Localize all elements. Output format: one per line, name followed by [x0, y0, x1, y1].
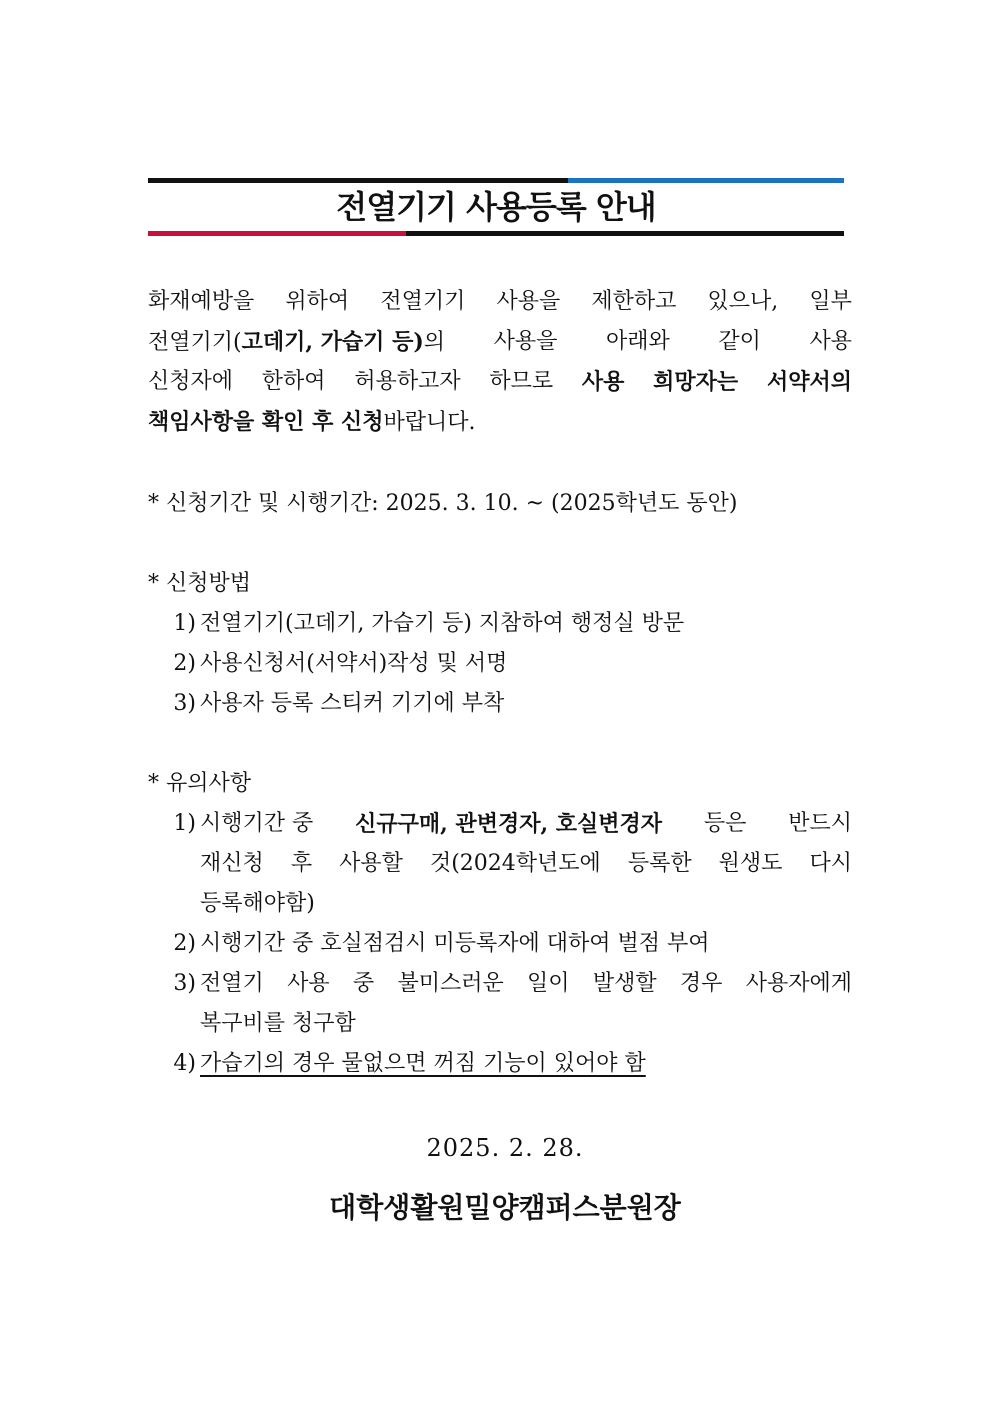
method-item [148, 644, 852, 684]
intro-word: 일부 [809, 289, 852, 314]
notice-date: 2025. 2. 28. [426, 1134, 584, 1162]
intro-bold-devices: 고데기, 가습기 등) [241, 329, 424, 355]
intro-bold-instruction: 책임사항을 확인 후 신청 [148, 409, 384, 435]
item-word: 등록한 [627, 851, 692, 876]
item-word: 중 [352, 971, 375, 996]
item-word: 사용자에게 [745, 971, 852, 996]
intro-line2-head [148, 322, 445, 362]
intro-word: 사용을 [496, 289, 561, 314]
item-number: 3) [173, 971, 196, 996]
intro-word: 전열기기( [148, 330, 242, 355]
item-word: 반드시 [788, 811, 852, 836]
notes-item-1-line-2 [148, 844, 852, 884]
intro-word: 하므로 [489, 369, 554, 394]
notes-heading: * 유의사항 [148, 771, 252, 796]
item-word: 일이 [527, 971, 570, 996]
method-section [148, 564, 852, 724]
intro-line-3 [148, 362, 852, 402]
notes-bold-targets: 신규구매, 관변경자, 호실변경자 [355, 811, 663, 837]
item-text: 사용신청서(서약서)작성 및 서명 [200, 651, 508, 676]
item-word: 발생할 [592, 971, 657, 996]
notes-item-3-line-1 [148, 964, 852, 1004]
period-section [148, 484, 852, 524]
item-word: 원생도 [718, 851, 783, 876]
issuer-name: 대학생활원밀양캠퍼스분원장 [329, 1191, 681, 1224]
intro-line-4 [148, 402, 852, 442]
intro-word: 제한하고 [591, 289, 677, 314]
title-top-bar-blue [568, 178, 844, 183]
method-item [148, 684, 852, 724]
item-word: 사용할 [339, 851, 403, 876]
item-text: 시행기간 중 [200, 811, 314, 836]
title-banner [148, 178, 844, 238]
notes-item-4 [148, 1044, 852, 1084]
item-number: 3) [173, 691, 196, 716]
notes-item-1-head [148, 804, 313, 844]
item-word: 것(2024학년도에 [429, 851, 601, 876]
item-text: 사용자 등록 스티커 기기에 부착 [200, 691, 505, 716]
item-word: 후 [290, 851, 313, 876]
notes-item-1-line-2-words [200, 844, 852, 884]
intro-line-2 [148, 322, 852, 362]
intro-word: 바랍니다. [383, 410, 476, 435]
intro-word: 신청자에 [148, 369, 234, 394]
notes-item-3-head [148, 964, 264, 1004]
intro-paragraph [148, 282, 852, 442]
item-word: 사용 [287, 971, 330, 996]
intro-word: 있으나, [707, 289, 779, 314]
item-word: 전열기 [200, 971, 264, 996]
item-text-underlined: 가습기의 경우 물없으면 꺼짐 기능이 있어야 함 [200, 1051, 646, 1076]
intro-word: 의 [423, 330, 446, 355]
item-number: 1) [173, 811, 196, 836]
period-line: * 신청기간 및 시행기간: 2025. 3. 10. ~ (2025학년도 동안) [148, 491, 738, 516]
notes-item-1-line-3: 등록해야함) [200, 891, 315, 916]
intro-line-1 [148, 282, 852, 322]
intro-word: 허용하고자 [354, 369, 461, 394]
title-bottom-bar-red [148, 231, 406, 236]
item-number: 1) [173, 611, 196, 636]
title-bottom-bar-black [406, 231, 844, 236]
intro-word: 사용을 [493, 329, 558, 354]
item-text: 시행기간 중 호실점검시 미등록자에 대하여 벌점 부여 [200, 931, 710, 956]
notes-section [148, 764, 852, 1084]
intro-word: 아래와 [605, 329, 670, 354]
item-number: 2) [173, 651, 196, 676]
intro-word: 한하여 [261, 369, 326, 394]
intro-bold-word: 희망자는 [653, 369, 739, 395]
notes-item-1-line-1 [148, 804, 852, 844]
item-word: 등은 [703, 811, 747, 836]
intro-word: 전열기기 [380, 289, 466, 314]
item-word: 경우 [679, 971, 723, 996]
item-text: 전열기기(고데기, 가습기 등) 지참하여 행정실 방문 [200, 611, 685, 636]
method-item [148, 604, 852, 644]
intro-word: 사용 [809, 329, 852, 354]
intro-word: 같이 [718, 329, 761, 354]
item-number: 4) [173, 1051, 196, 1076]
method-heading: * 신청방법 [148, 571, 252, 596]
item-number: 2) [173, 931, 196, 956]
item-word: 불미스러운 [397, 971, 504, 996]
page-title: 전열기기 사용등록 안내 [336, 188, 656, 226]
intro-bold-word: 서약서의 [766, 369, 852, 395]
notes-item-3-line-2: 복구비를 청구함 [200, 1011, 356, 1036]
item-word: 다시 [809, 851, 852, 876]
item-word: 재신청 [200, 851, 264, 876]
title-top-bar-black [148, 178, 568, 183]
intro-word: 화재예방을 [148, 289, 255, 314]
intro-bold-word: 사용 [581, 369, 625, 395]
notes-item-2 [148, 924, 852, 964]
intro-word: 위하여 [285, 289, 350, 314]
